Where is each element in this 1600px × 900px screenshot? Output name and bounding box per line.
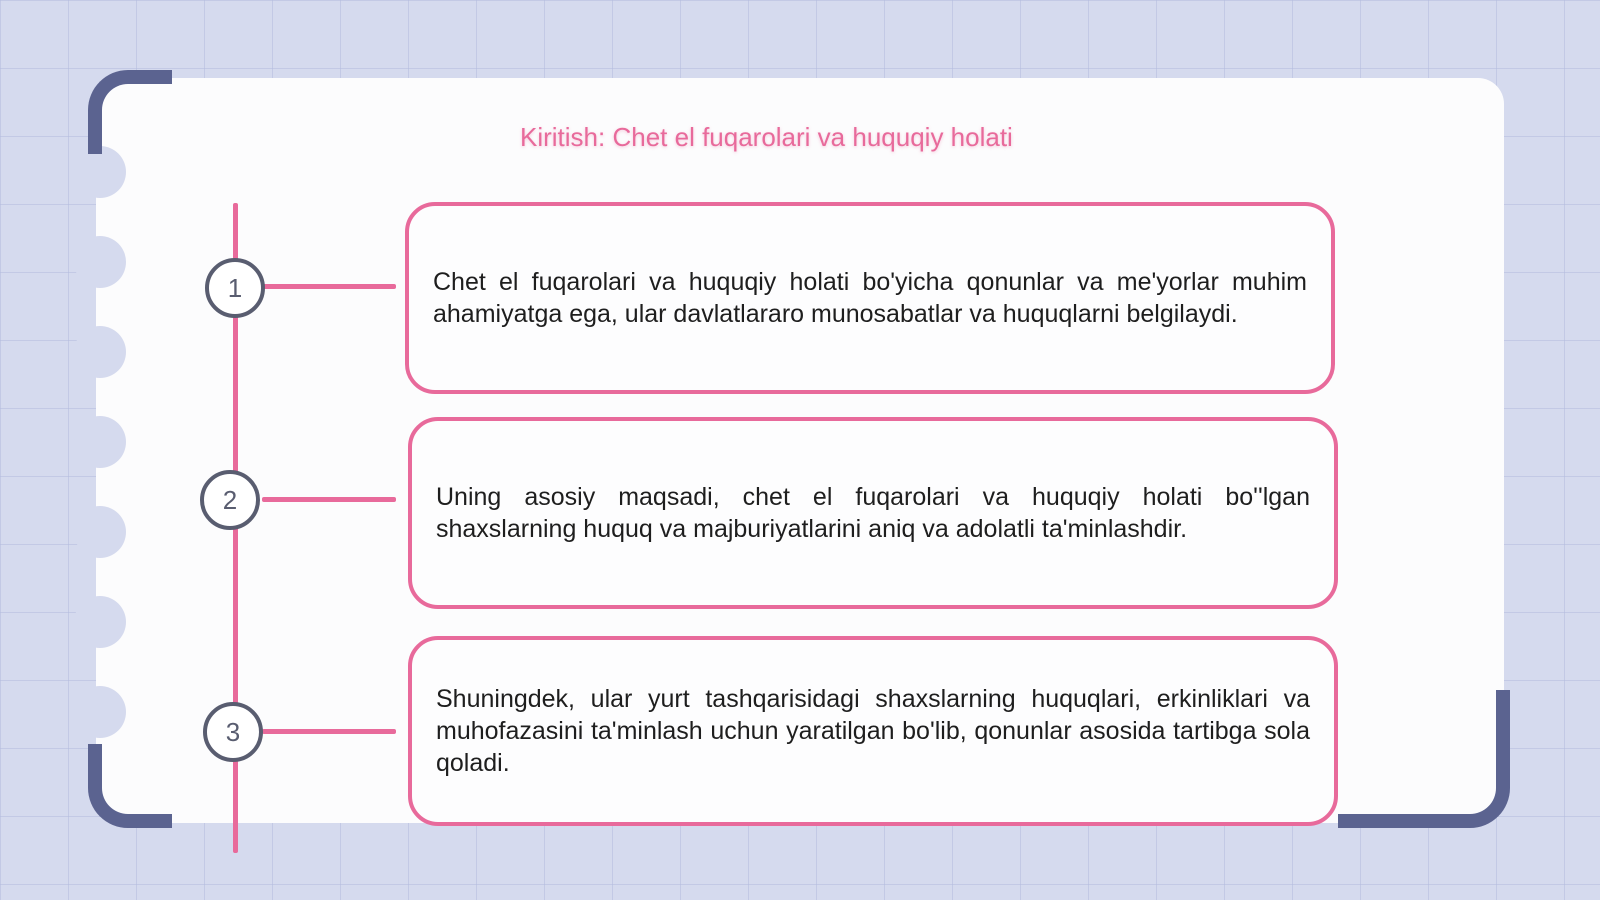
corner-bracket-top-left: [88, 70, 172, 154]
timeline-card-text: Chet el fuqarolari va huquqiy holati bo'yicha qonunlar va me'yorlar muhim ahamiyatga ega, ular davlatlararo munosabatlar va huquqlarni belgilaydi.: [433, 268, 1307, 328]
binder-notch: [74, 596, 126, 648]
timeline-marker: [203, 702, 263, 762]
marker-number: 3: [225, 716, 241, 747]
timeline-marker: [205, 258, 265, 318]
binder-notch: [74, 416, 126, 468]
timeline-card-text: Uning asosiy maqsadi, chet el fuqarolari va huquqiy holati bo''lgan shaxslarning huquq va majburiyatlarini aniq va adolatli ta'minlashdir.: [436, 483, 1310, 543]
timeline-card-text: Shuningdek, ular yurt tashqarisidagi shaxslarning huquqlari, erkinliklari va muhofazasini ta'minlash uchun yaratilgan bo'lib, qonunlar asosida tartibga sola qoladi.: [436, 685, 1310, 777]
timeline-card: [405, 202, 1335, 394]
timeline-connector: [262, 497, 396, 502]
timeline-card: [408, 636, 1338, 826]
timeline-connector: [262, 284, 396, 289]
slide-title: Kiritish: Chet el fuqarolari va huquqiy holati: [520, 122, 1013, 152]
corner-bracket-bottom-right: [1338, 690, 1510, 828]
timeline-card: [408, 417, 1338, 609]
marker-number: 1: [227, 272, 243, 303]
marker-number: 2: [222, 484, 238, 515]
corner-bracket-bottom-left: [88, 744, 172, 828]
binder-notch: [74, 686, 126, 738]
timeline-marker: [200, 470, 260, 530]
binder-notch: [74, 236, 126, 288]
binder-notch: [74, 326, 126, 378]
timeline-connector: [262, 729, 396, 734]
binder-notch: [74, 506, 126, 558]
